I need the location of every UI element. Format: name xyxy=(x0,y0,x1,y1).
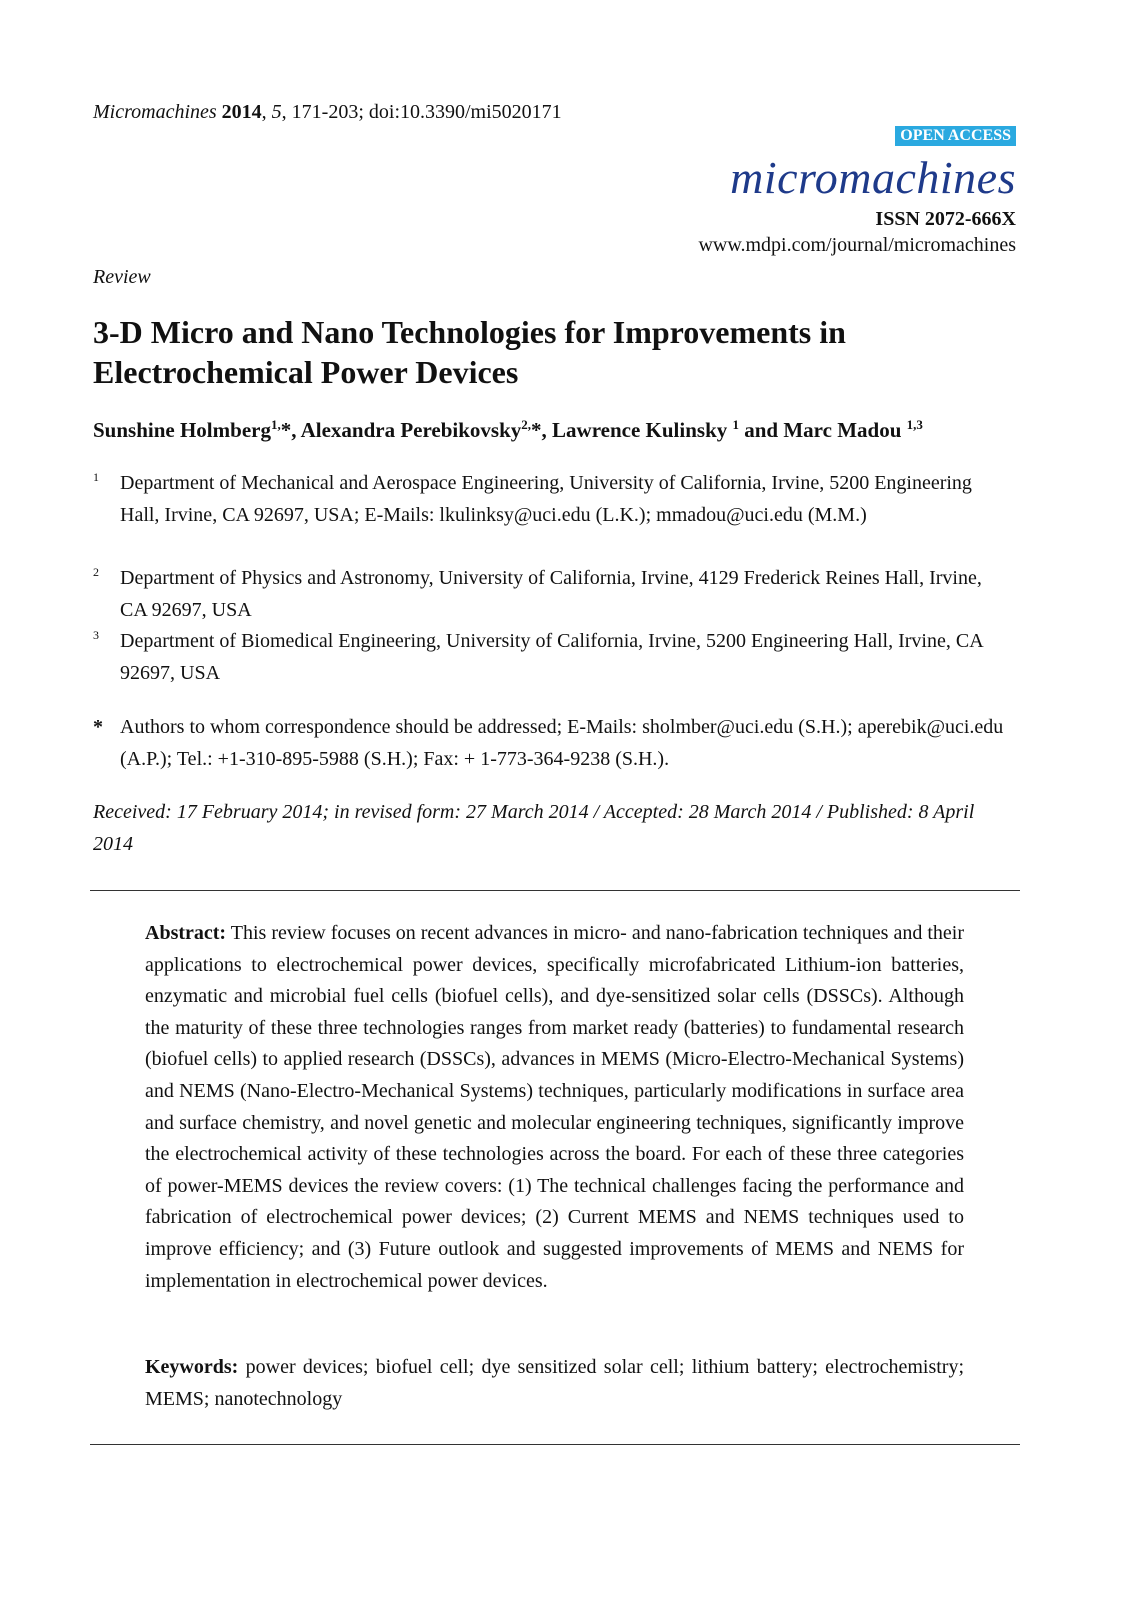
keywords-label: Keywords: xyxy=(145,1356,239,1378)
journal-logo: micromachines xyxy=(730,152,1016,203)
citation-year: 2014 xyxy=(221,101,262,123)
affiliation-1 xyxy=(93,468,1013,531)
author-affiliation-sup: 1,3 xyxy=(906,417,923,432)
keywords-text: power devices; biofuel cell; dye sensitized solar cell; lithium battery; electrochemistry; MEMS; nanotechnology xyxy=(145,1356,965,1410)
abstract-text: This review focuses on recent advances in micro- and nano-fabrication techniques and their applications to electrochemical power devices, specifically microfabricated Lithium-ion batteries, enzymatic and microbial fuel cells (biofuel cells), and dye-sensitized solar cells (DSSCs). Although the maturity of these three technologies ranges from market ready (batteries) to fundamental research (biofuel cells) to applied research (DSSCs), advances in MEMS (Micro-Electro-Mechanical Systems) and NEMS (Nano-Electro-Mechanical Systems) techniques, particularly modifications in surface area and surface chemistry, and novel genetic and molecular engineering techniques, significantly improve the electrochemical activity of these technologies across the board. For each of these three categories of power-MEMS devices the review covers: (1) The technical challenges facing the performance and fabrication of electrochemical power devices; (2) Current MEMS and NEMS techniques used to improve efficiency; and (3) Future outlook and suggested improvements of MEMS and NEMS for implementation in electrochemical power devices. xyxy=(145,922,964,1292)
article-title: 3-D Micro and Nano Technologies for Improvements in Electrochemical Power Devices xyxy=(93,314,846,390)
affiliation-3 xyxy=(93,626,1013,689)
author: Marc Madou xyxy=(783,418,902,442)
affiliation-number: 3 xyxy=(93,628,99,642)
divider-bottom xyxy=(90,1444,1020,1445)
journal-url[interactable]: www.mdpi.com/journal/micromachines xyxy=(698,234,1016,256)
citation-volume: 5 xyxy=(271,101,282,123)
affiliation-text: Department of Mechanical and Aerospace Engineering, University of California, Irvine, 5200 Engineering Hall, Irvine, CA 92697, USA; E-Mails: lkulinksy@uci.edu (L.K.); mmadou@uci.edu (M.M.) xyxy=(120,472,972,526)
affiliation-number: 1 xyxy=(93,470,99,484)
affiliation-2 xyxy=(93,563,1013,626)
keywords xyxy=(145,1352,964,1415)
correspondence-note xyxy=(93,712,1013,775)
author: Sunshine Holmberg xyxy=(93,418,271,442)
correspondence-mark: * xyxy=(93,716,103,738)
article-type: Review xyxy=(93,266,151,288)
issn: ISSN 2072-666X xyxy=(875,208,1016,230)
author: Alexandra Perebikovsky xyxy=(300,418,522,442)
author-list xyxy=(93,415,923,445)
abstract xyxy=(145,918,964,1297)
divider-top xyxy=(90,890,1020,891)
open-access-badge: OPEN ACCESS xyxy=(895,126,1016,146)
corresponding-mark: * xyxy=(280,418,292,442)
corresponding-mark: * xyxy=(531,418,542,442)
author: Lawrence Kulinsky xyxy=(552,418,728,442)
citation-rest: , 171-203; doi:10.3390/mi5020171 xyxy=(281,101,562,123)
affiliation-text: Department of Physics and Astronomy, University of California, Irvine, 4129 Frederick Reines Hall, Irvine, CA 92697, USA xyxy=(120,567,982,621)
publication-dates: Received: 17 February 2014; in revised form: 27 March 2014 / Accepted: 28 March 2014 / Published: 8 April 2014 xyxy=(93,801,975,855)
citation-line: Micromachines 2014, 5, 171-203; doi:10.3390/mi5020171 xyxy=(93,101,562,123)
affiliation-number: 2 xyxy=(93,565,99,579)
author-separator: and xyxy=(739,418,784,442)
abstract-label: Abstract: xyxy=(145,922,227,944)
citation-journal: Micromachines xyxy=(93,101,217,123)
author-affiliation-sup: 1 xyxy=(732,417,739,432)
author-affiliation-sup: 2, xyxy=(521,417,532,432)
correspondence-text: Authors to whom correspondence should be addressed; E-Mails: sholmber@uci.edu (S.H.); aperebik@uci.edu (A.P.); Tel.: +1-310-895-5988 (S.H.); Fax: + 1-773-364-9238 (S.H.). xyxy=(120,716,1004,770)
author-affiliation-sup: 1, xyxy=(270,417,281,432)
author-separator: , xyxy=(291,418,301,442)
author-separator: , xyxy=(541,418,553,442)
affiliation-text: Department of Biomedical Engineering, University of California, Irvine, 5200 Engineering Hall, Irvine, CA 92697, USA xyxy=(120,630,983,684)
